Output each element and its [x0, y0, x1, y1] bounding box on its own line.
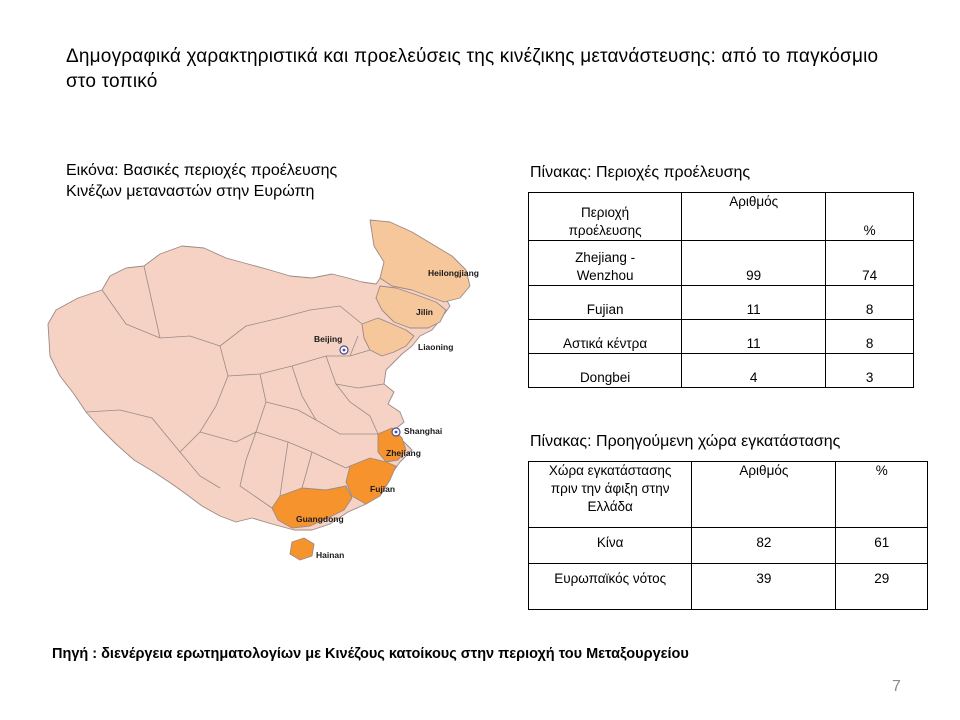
table-row: [529, 528, 928, 564]
header-country: [529, 462, 692, 528]
table-header-row: [529, 462, 928, 528]
shanghai-marker-dot: [395, 431, 398, 434]
label-liaoning: Liaoning: [418, 342, 454, 352]
table-row: [529, 564, 928, 610]
label-beijing: Beijing: [314, 334, 343, 344]
table-row: [529, 320, 914, 354]
cell-country: Κίνα: [529, 528, 692, 564]
cell-percent: 3: [826, 354, 914, 388]
previous-country-table: [528, 461, 928, 610]
table-row: [529, 354, 914, 388]
cell-number: 4: [682, 354, 826, 388]
fujian-region: [346, 458, 396, 504]
table-row: [529, 286, 914, 320]
label-fujian: Fujian: [370, 484, 396, 494]
label-heilongjiang: Heilongjiang: [428, 268, 479, 278]
label-shanghai: Shanghai: [404, 426, 443, 436]
header-text: Χώρα εγκατάστασης: [548, 463, 672, 478]
cell-percent: 8: [826, 286, 914, 320]
header-percent: %: [826, 193, 914, 241]
label-guangdong: Guangdong: [296, 514, 344, 524]
cell-country: Ευρωπαϊκός νότος: [529, 564, 692, 610]
cell-text: Wenzhou: [576, 268, 634, 283]
page-number: 7: [892, 678, 901, 695]
cell-number: 11: [682, 320, 826, 354]
cell-percent: 8: [826, 320, 914, 354]
header-percent: %: [836, 462, 928, 528]
cell-number: 39: [692, 564, 836, 610]
header-text: Περιοχή: [581, 205, 630, 220]
header-region: [529, 193, 682, 241]
cell-number: 11: [682, 286, 826, 320]
map-caption-line: Εικόνα: Βασικές περιοχές προέλευσης: [66, 162, 338, 179]
header-text: πριν την άφιξη στην: [550, 481, 670, 496]
cell-percent: 61: [836, 528, 928, 564]
header-number: Αριθμός: [682, 193, 826, 241]
map-caption: [66, 160, 426, 202]
beijing-marker-dot: [343, 349, 346, 352]
china-map-svg: [40, 206, 510, 576]
cell-percent: 74: [826, 241, 914, 286]
cell-region: [529, 241, 682, 286]
label-jilin: Jilin: [416, 307, 434, 317]
table-row: [529, 241, 914, 286]
table-header-row: [529, 193, 914, 241]
hainan-region: [290, 538, 314, 560]
china-map: [40, 206, 510, 576]
header-number: Αριθμός: [692, 462, 836, 528]
cell-region: Fujian: [529, 286, 682, 320]
origin-table-title: Πίνακας: Περιοχές προέλευσης: [530, 164, 751, 181]
cell-number: 82: [692, 528, 836, 564]
source-note: Πηγή : διενέργεια ερωτηματολογίων με Κινέζους κατοίκους στην περιοχή του Μεταξουργείου: [52, 646, 689, 662]
cell-region: Dongbei: [529, 354, 682, 388]
map-caption-line: Κινέζων μεταναστών στην Ευρώπη: [66, 183, 315, 200]
label-zhejiang: Zhejiang: [386, 448, 421, 458]
header-text: προέλευσης: [568, 223, 642, 238]
slide-title: Δημογραφικά χαρακτηριστικά και προελεύσεις της κινέζικης μετανάστευσης: από το παγκόσμιο στο τοπικό: [66, 46, 879, 92]
cell-percent: 29: [836, 564, 928, 610]
previous-country-table-title: Πίνακας: Προηγούμενη χώρα εγκατάστασης: [530, 433, 841, 450]
origin-regions-table: [528, 192, 914, 388]
header-text: Ελλάδα: [587, 499, 633, 514]
cell-number: 99: [682, 241, 826, 286]
label-hainan: Hainan: [316, 550, 345, 560]
cell-region: Αστικά κέντρα: [529, 320, 682, 354]
cell-text: Zhejiang -: [575, 250, 636, 265]
